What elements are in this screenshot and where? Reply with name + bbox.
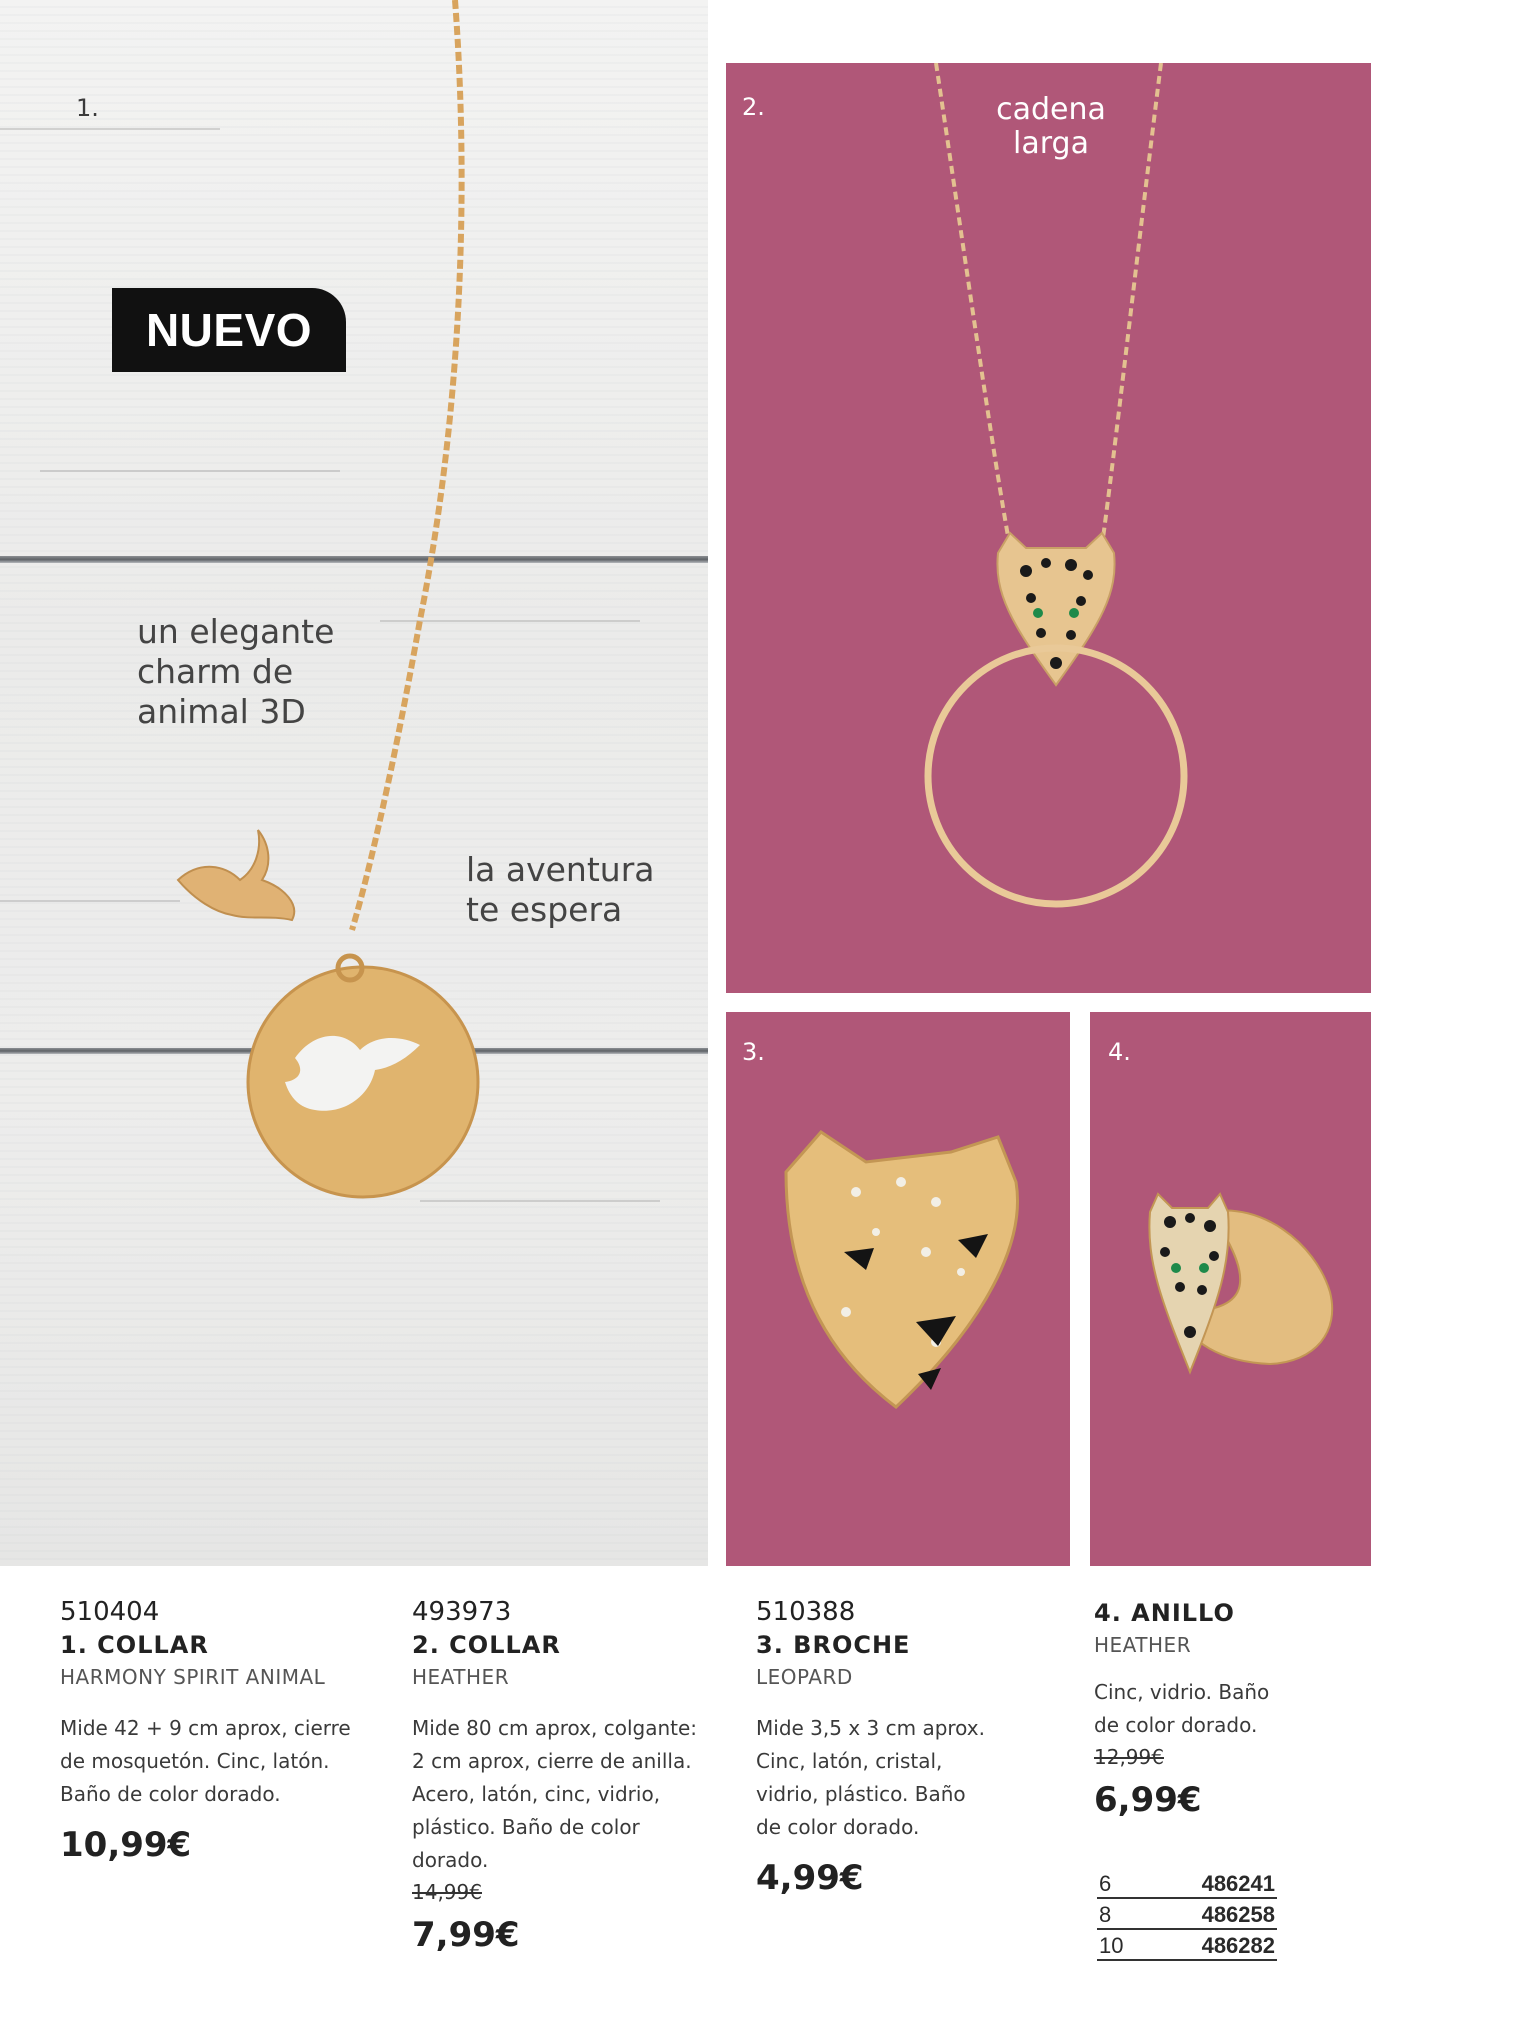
caption-line: la aventura [466,850,655,889]
product-description [1094,1676,1354,1742]
description-line: Mide 3,5 x 3 cm aprox. [756,1716,985,1740]
product-title: 1. COLLAR [60,1631,209,1659]
product-image-broche-leopard [726,1012,1070,1566]
product-subtitle: HEATHER [1094,1633,1192,1657]
product-code: 510388 [756,1597,856,1627]
product-subtitle: LEOPARD [756,1665,853,1689]
product-price: 4,99€ [756,1858,864,1898]
leopard-eye [1033,608,1043,618]
product-code: 510404 [60,1597,160,1627]
product-old-price: 14,99€ [412,1880,482,1904]
caption-line: animal 3D [137,692,306,731]
description-line: dorado. [412,1848,489,1872]
product-title: 2. COLLAR [412,1631,561,1659]
description-line: vidrio, plástico. Baño [756,1782,966,1806]
size-row [1097,1930,1277,1961]
description-line: de color dorado. [756,1815,920,1839]
product-description [412,1712,742,1877]
product-subtitle: HEATHER [412,1665,510,1689]
leopard-eye [1069,608,1079,618]
ring-size-code: 486282 [1201,1933,1275,1958]
description-line: Acero, latón, cinc, vidrio, [412,1782,661,1806]
ring-eye [1171,1263,1181,1273]
product-info-4 [1094,1596,1354,1822]
product-subtitle: HARMONY SPIRIT ANIMAL [60,1665,326,1689]
description-line: Mide 42 + 9 cm aprox, cierre [60,1716,351,1740]
caption-cadena [976,93,1126,161]
ring-illustration [1090,1012,1371,1566]
panel-number: 1. [76,94,99,122]
product-image-anillo-heather [1090,1012,1371,1566]
panel-number: 3. [742,1038,765,1066]
description-line: Cinc, latón, cristal, [756,1749,943,1773]
ring-size: 6 [1099,1871,1112,1896]
leopard-brooch [786,1132,1018,1407]
size-row [1097,1899,1277,1930]
product-image-collar-harmony [0,0,708,1566]
product-image-collar-heather [726,63,1371,993]
caption-line: te espera [466,890,623,929]
description-line: Baño de color dorado. [60,1782,281,1806]
caption-charm [137,612,334,732]
ring-size-code: 486258 [1201,1902,1275,1927]
caption-line: un elegante [137,612,335,651]
product-price: 6,99€ [1094,1780,1202,1820]
description-line: plástico. Baño de color [412,1815,640,1839]
product-title: 3. BROCHE [756,1631,911,1659]
description-line: de color dorado. [1094,1713,1258,1737]
long-necklace-illustration [726,63,1371,993]
necklace-illustration [0,0,708,1566]
product-price: 10,99€ [60,1825,192,1865]
description-line: de mosquetón. Cinc, latón. [60,1749,330,1773]
product-description [60,1712,380,1811]
description-line: 2 cm aprox, cierre de anilla. [412,1749,692,1773]
product-title: 4. ANILLO [1094,1599,1235,1627]
product-info-3 [756,1596,1076,1900]
caption-line: charm de [137,652,294,691]
description-line: Cinc, vidrio. Baño [1094,1680,1270,1704]
brooch-illustration [726,1012,1070,1566]
ring-size: 8 [1099,1902,1112,1927]
caption-line: cadena [996,92,1106,127]
dove-charm [178,830,294,920]
ring-size-table [1097,1868,1277,1961]
product-description [756,1712,1076,1844]
nuevo-badge: NUEVO [112,288,346,372]
product-code: 493973 [412,1597,512,1627]
product-price: 7,99€ [412,1915,520,1955]
size-row [1097,1868,1277,1899]
caption-line: larga [1013,126,1089,161]
product-old-price: 12,99€ [1094,1745,1164,1769]
caption-aventura [466,850,655,930]
necklace-chain [352,0,462,930]
panel-number: 2. [742,93,765,121]
ring-size-code: 486241 [1201,1871,1275,1896]
product-info-1 [60,1596,380,1867]
description-line: Mide 80 cm aprox, colgante: [412,1716,698,1740]
ring-eye [1199,1263,1209,1273]
product-info-2 [412,1596,742,1957]
ring-size: 10 [1099,1933,1124,1958]
panel-number: 4. [1108,1038,1131,1066]
